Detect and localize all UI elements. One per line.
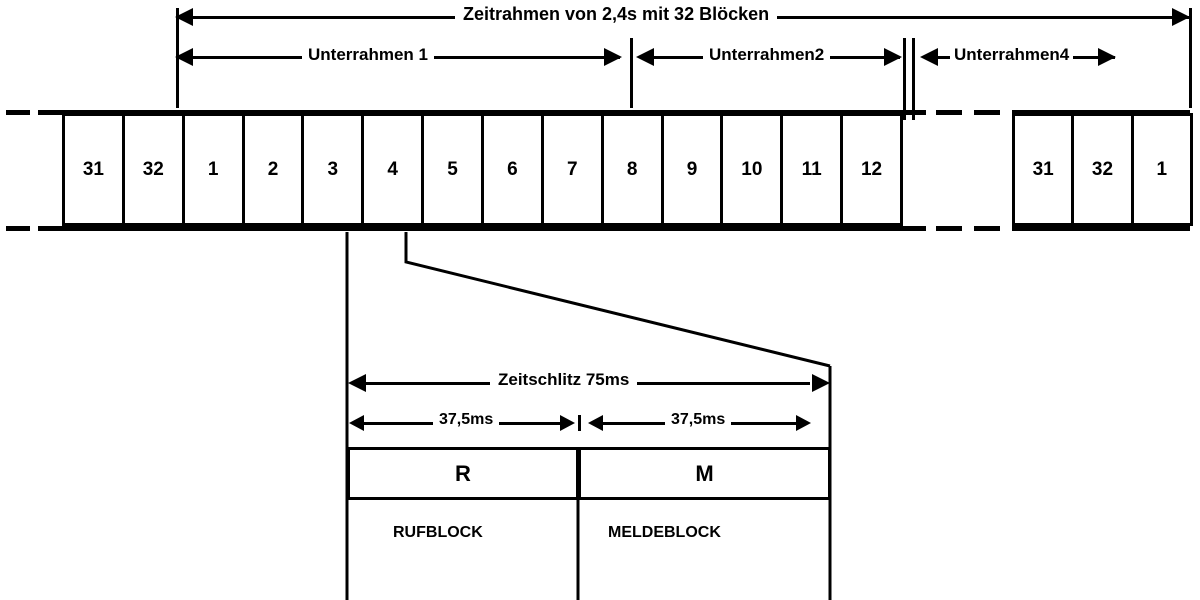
detail-box-r — [347, 447, 579, 500]
timeline-block: 8 — [601, 113, 664, 226]
total-frame-label: Zeitrahmen von 2,4s mit 32 Blöcken — [455, 4, 777, 25]
timeline-block: 31 — [62, 113, 125, 226]
half-right-label: 37,5ms — [665, 411, 731, 429]
half-right-arrow-right-head — [796, 415, 811, 431]
break-mark-line-2 — [912, 38, 915, 120]
timeslot-arrow-right-head — [812, 374, 830, 392]
timeslot-arrow-left-head — [348, 374, 366, 392]
strip-rail-bottom-right — [1012, 226, 1190, 231]
detail-caption-rufblock: RUFBLOCK — [393, 524, 483, 541]
detail-box-r-symbol: R — [455, 460, 471, 486]
half-left-arrow-left-head — [349, 415, 364, 431]
subframe1-arrow-right-head — [604, 48, 622, 66]
half-left-arrow-right-head — [560, 415, 575, 431]
timeline-block: 4 — [361, 113, 424, 226]
detail-caption-meldeblock: MELDEBLOCK — [608, 524, 721, 541]
strip-dash-bottom-mid-3 — [974, 226, 1000, 231]
strip-dash-top-left-2 — [38, 110, 62, 115]
half-right-arrow-left-head — [588, 415, 603, 431]
timeline-block: 1 — [182, 113, 245, 226]
strip-dash-bottom-mid-1 — [900, 226, 926, 231]
half-divider-tick — [578, 415, 581, 431]
timeline-block: 7 — [541, 113, 604, 226]
detail-box-m — [578, 447, 831, 500]
timeline-block: 32 — [122, 113, 185, 226]
timeline-block: 11 — [780, 113, 843, 226]
timeline-block: 1 — [1131, 113, 1193, 226]
guide-line-frame-start — [176, 8, 179, 108]
strip-dash-top-left-1 — [6, 110, 30, 115]
break-mark-line-1 — [903, 38, 906, 120]
detail-box-m-symbol: M — [695, 460, 714, 486]
strip-rail-bottom-left — [62, 226, 900, 231]
total-frame-arrow-right-head — [1172, 8, 1190, 26]
subframe4-label: Unterrahmen4 — [950, 45, 1073, 65]
timeslot-label: Zeitschlitz 75ms — [490, 370, 637, 390]
strip-dash-bottom-mid-2 — [936, 226, 962, 231]
guide-line-frame-end — [1189, 8, 1192, 108]
strip-dash-bottom-left-2 — [38, 226, 62, 231]
timeline-block: 3 — [301, 113, 364, 226]
timeline-block: 5 — [421, 113, 484, 226]
subframe2-arrow-right-head — [884, 48, 902, 66]
timeline-block: 9 — [661, 113, 724, 226]
subframe2-label: Unterrahmen2 — [703, 45, 830, 65]
timeline-block: 2 — [242, 113, 305, 226]
timeline-block: 10 — [720, 113, 783, 226]
subframe2-arrow-left-head — [636, 48, 654, 66]
subframe1-label: Unterrahmen 1 — [302, 45, 434, 65]
subframe4-arrow-left-head — [920, 48, 938, 66]
timeline-block: 31 — [1012, 113, 1074, 226]
timeline-block: 6 — [481, 113, 544, 226]
timeline-block: 32 — [1071, 113, 1133, 226]
strip-dash-top-mid-3 — [974, 110, 1000, 115]
timeline-block: 12 — [840, 113, 903, 226]
half-left-label: 37,5ms — [433, 411, 499, 429]
strip-dash-top-mid-2 — [936, 110, 962, 115]
strip-dash-bottom-left-1 — [6, 226, 30, 231]
strip-dash-top-mid-1 — [900, 110, 926, 115]
subframe4-arrow-right-head — [1098, 48, 1116, 66]
guide-line-subframe1-end — [630, 38, 633, 108]
